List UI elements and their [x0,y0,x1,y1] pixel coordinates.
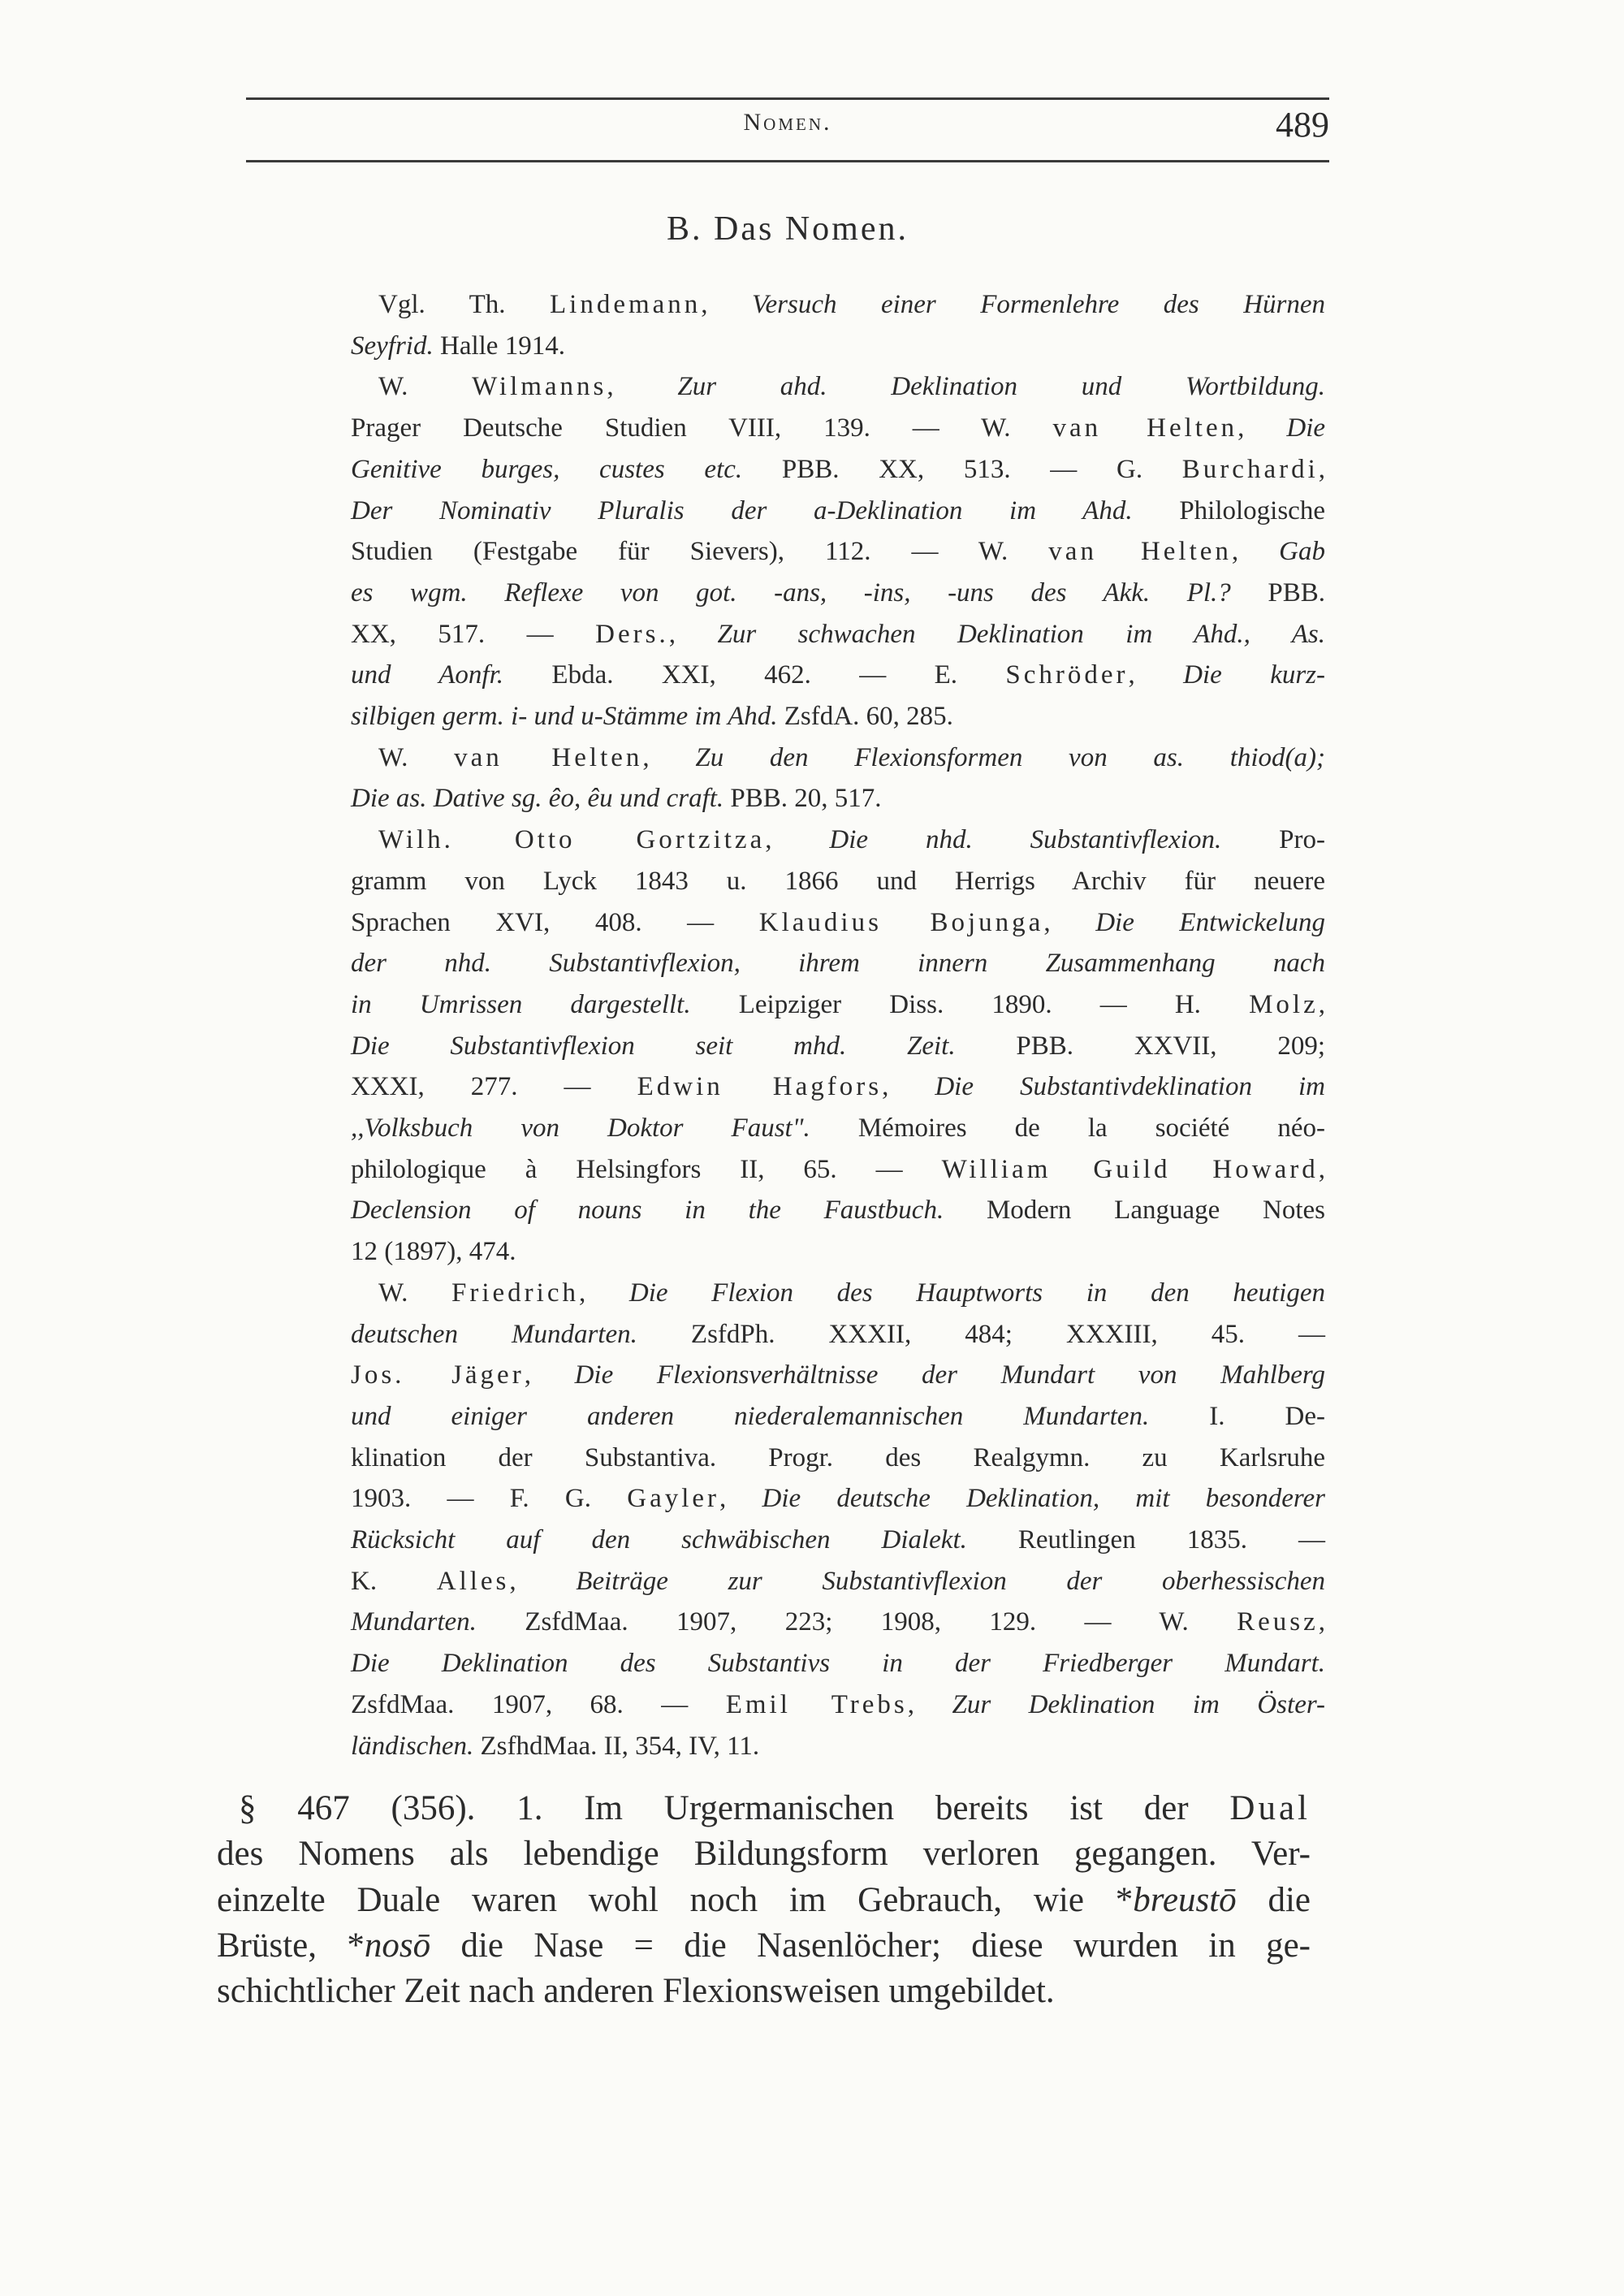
author-name: Schröder [1005,660,1129,690]
author-name: Wilh. Otto Gortzitza [378,825,766,855]
text: , [882,1072,935,1102]
text: W. [378,742,455,772]
text: einzelte Duale waren wohl noch im Gebrauch, wie * [217,1880,1134,1919]
italic-text: Zur Deklination im Öster- [952,1689,1326,1719]
bibliography-line [351,1355,1325,1395]
text: Ebda. XXI, 462. — E. [503,660,1006,690]
bibliography-line [378,284,1325,325]
italic-text: breustō [1133,1880,1237,1919]
text: PBB. 20, 517. [723,784,882,814]
bibliography-line [351,491,1325,531]
italic-text: in Umrissen dargestellt. [351,989,691,1019]
bibliography-line [351,902,1325,943]
italic-text: Versuch einer Formenlehre des Hürnen [752,290,1326,319]
text: XXXI, 277. — [351,1072,637,1102]
text: Philologische [1132,495,1325,525]
italic-text: Zu den Flexionsformen von as. thiod(a); [695,742,1326,772]
bibliography-line [351,1066,1325,1107]
text: Pro- [1221,825,1325,855]
author-name: Friedrich [451,1278,579,1308]
text: ZsfdPh. XXXII, 484; XXXIII, 45. — [637,1319,1325,1349]
text: , [509,1566,577,1596]
author-name: Alles [436,1566,510,1596]
text: des Nomens als lebendige Bildungsform verloren gegangen. Ver- [217,1835,1311,1874]
bibliography-line [351,1726,1325,1766]
author-name: Edwin Hagfors [637,1072,883,1102]
author-name: Dual [1229,1789,1311,1827]
text: Sprachen XVI, 408. — [351,907,759,937]
italic-text: Zur schwachen Deklination im Ahd., As. [717,619,1325,649]
italic-text: Die kurz- [1183,660,1326,690]
italic-text: Der Nominativ Pluralis der a-Deklination im Ahd. [351,495,1133,525]
author-name: William Guild Howard [941,1154,1319,1184]
text: Modern Language Notes [944,1196,1325,1226]
text: schichtlicher Zeit nach anderen Flexionsweisen umgebildet. [217,1972,1055,2011]
text: Prager Deutsche Studien VIII, 139. — W. [351,413,1053,443]
page-number: 489 [1276,105,1329,145]
italic-text: nosō [364,1926,431,1965]
bibliography-line [351,655,1325,695]
text: 12 (1897), 474. [351,1237,516,1267]
text: , [1237,413,1287,443]
italic-text: ländischen. [351,1731,474,1761]
text: , [1318,454,1325,484]
text: die [1236,1880,1311,1919]
italic-text: Die Substantivdeklination im [935,1072,1326,1102]
text: , [701,290,753,319]
text: 1903. — F. G. [351,1484,628,1514]
bibliography-line [351,1561,1325,1602]
text: ZsfdMaa. 1907, 68. — [351,1689,726,1719]
bibliography-line [351,984,1325,1025]
text: , [907,1689,952,1719]
text: PBB. XX, 513. — G. [742,454,1182,484]
bibliography-line [351,696,1325,737]
text: W. [378,1278,452,1308]
italic-text: deutschen Mundarten. [351,1319,637,1349]
author-name: Jos. Jäger [351,1360,525,1390]
text: , [765,825,830,855]
text: Reutlingen 1835. — [966,1525,1326,1554]
text: PBB. [1230,577,1325,608]
text: ZsfdMaa. 1907, 223; 1908, 129. — W. [476,1607,1237,1637]
paragraph-line [217,1969,1311,2014]
paragraph-line [239,1786,1311,1831]
italic-text: Die [1286,413,1326,443]
italic-text: es wgm. Reflexe von got. -ans, -ins, -uns des Akk. Pl.? [351,577,1231,608]
author-name: Gayler [627,1484,720,1514]
author-name: Molz [1249,989,1319,1019]
author-name: Burchardi [1181,454,1319,484]
bibliography-line [378,819,1325,860]
bibliography-line [351,1149,1325,1190]
text: , [668,619,718,649]
italic-text: Die as. Dative sg. êo, êu und craft. [351,784,724,814]
text: , [578,1278,629,1308]
author-name: Reusz [1237,1607,1319,1637]
italic-text: Gab [1279,537,1325,567]
bibliography-line [351,1026,1325,1066]
paragraph-line [217,1878,1311,1923]
author-name: van Helten [454,742,643,772]
bibliography-line [351,1520,1325,1560]
bibliography-line [351,573,1325,613]
bibliography-line [351,1478,1325,1519]
italic-text: Die Flexionsverhältnisse der Mundart von Mahlberg [574,1360,1325,1390]
running-head: Nomen. [743,109,832,136]
bibliography-line [351,1190,1325,1230]
text: , [524,1360,575,1390]
italic-text: Die Substantivflexion seit mhd. Zeit. [351,1031,956,1061]
bibliography-line [351,531,1325,572]
text: W. [378,372,473,402]
text: Mémoires de la société néo- [810,1113,1325,1143]
text: , [1043,907,1096,937]
italic-text: Declension of nouns in the Faustbuch. [351,1196,944,1226]
bibliography-line [351,326,1325,366]
bibliography-line [351,1231,1325,1272]
bibliography-line [351,449,1325,490]
text: K. [351,1566,437,1596]
author-name: van Helten [1048,537,1232,567]
text: XX, 517. — [351,619,596,649]
section-title: B. Das Nomen. [667,210,909,248]
text: , [719,1484,762,1514]
text: klination der Substantiva. Progr. des Realgymn. zu Karlsruhe [351,1442,1325,1472]
text: , [1231,537,1280,567]
text: § 467 (356). 1. Im Urgermanischen bereits ist der [239,1789,1230,1827]
text: philologique à Helsingfors II, 65. — [351,1154,942,1184]
italic-text: und einiger anderen niederalemannischen Mundarten. [351,1401,1150,1431]
bibliography-line [351,778,1325,819]
italic-text: der nhd. Substantivflexion, ihrem innern Zusammenhang nach [351,949,1325,979]
text: gramm von Lyck 1843 u. 1866 und Herrigs Archiv für neuere [351,866,1325,896]
italic-text: Die Entwickelung [1095,907,1326,937]
text: , [1128,660,1184,690]
text: Studien (Festgabe für Sievers), 112. — W. [351,537,1049,567]
italic-text: Genitive burges, custes etc. [351,454,743,484]
italic-text: Beiträge zur Substantivflexion der oberhessischen [576,1566,1325,1596]
author-name: Wilmanns [472,372,607,402]
text: ZsfhdMaa. II, 354, IV, 11. [473,1731,760,1761]
author-name: Lindemann [550,290,702,319]
bibliography-line [351,614,1325,655]
bibliography-line [351,861,1325,902]
bibliography-line [351,1438,1325,1478]
bibliography-line [351,1314,1325,1355]
italic-text: silbigen germ. i- und u-Stämme im Ahd. [351,702,778,731]
text: die Nase = die Nasenlöcher; diese wurden in ge- [430,1926,1311,1965]
text: Vgl. Th. [378,290,550,319]
bibliography-line [378,1273,1325,1313]
text: , [1318,1607,1325,1637]
bibliography-line [351,1108,1325,1148]
text: Halle 1914. [433,331,565,361]
author-name: Ders. [595,619,669,649]
text: I. De- [1149,1401,1325,1431]
text: Brüste, * [217,1926,365,1965]
text: ZsfdA. 60, 285. [777,702,953,731]
italic-text: Mundarten. [351,1607,477,1637]
italic-text: Die Deklination des Substantivs in der Friedberger Mundart. [351,1649,1325,1679]
text: PBB. XXVII, 209; [955,1031,1325,1061]
text: Leipziger Diss. 1890. — H. [690,989,1250,1019]
italic-text: ,,Volksbuch von Doktor Faust". [351,1113,810,1143]
italic-text: Die deutsche Deklination, mit besonderer [762,1484,1326,1514]
paragraph-line [217,1831,1311,1877]
italic-text: Zur ahd. Deklination und Wortbildung. [677,372,1326,402]
bibliography-line [351,1602,1325,1642]
italic-text: Die nhd. Substantivflexion. [829,825,1222,855]
italic-text: Rücksicht auf den schwäbischen Dialekt. [351,1525,967,1554]
bibliography-line [351,1643,1325,1684]
bibliography-line [351,408,1325,448]
text: , [607,372,678,402]
text: , [1318,1154,1325,1184]
text: , [1318,989,1325,1019]
author-name: Klaudius Bojunga [758,907,1044,937]
header-top-rule [246,97,1329,100]
bibliography-line [351,1684,1325,1725]
bibliography-line [351,943,1325,984]
author-name: van Helten [1052,413,1238,443]
header-bottom-rule [246,160,1329,162]
text: , [642,742,696,772]
bibliography-line [378,737,1325,778]
italic-text: und Aonfr. [351,660,504,690]
italic-text: Die Flexion des Hauptworts in den heutigen [628,1278,1325,1308]
bibliography-line [378,366,1325,407]
paragraph-line [217,1923,1311,1969]
italic-text: Seyfrid. [351,331,434,361]
author-name: Emil Trebs [725,1689,908,1719]
bibliography-line [351,1396,1325,1437]
